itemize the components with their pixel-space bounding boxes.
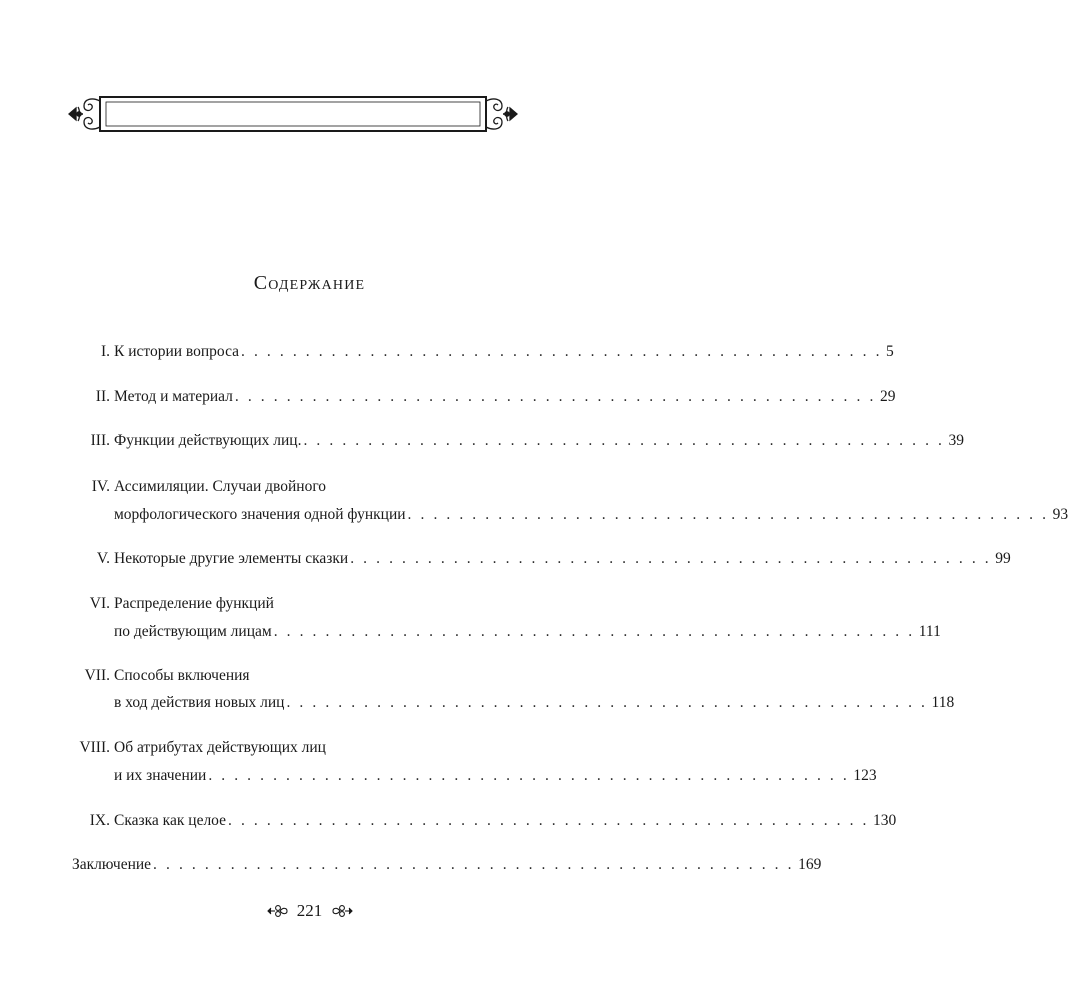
header-banner-ornament [66,93,520,135]
toc-page-number: 93 [1052,506,1068,523]
toc-entry-title: Об атрибутах действующих лиц [114,739,326,756]
dot-leader: . . . . . . . . . . . . . . . . . . . . . . . . . . . . . . . . . . . . . . . . . . . . . . . . . . [208,767,850,784]
page-title: Содержание [253,272,366,294]
toc-entry-title: Сказка как целое [114,812,226,829]
toc-leader-line [114,764,877,788]
toc-page-number: 130 [873,812,897,829]
toc-page-number: 111 [918,623,941,640]
toc-page-number: 123 [853,767,877,784]
toc-entry-title-cont: и их значении [114,767,207,784]
toc-entry-title: Некоторые другие элементы сказки [114,550,349,567]
toc-entry-title: Функции действующих лиц. [114,432,302,449]
toc-leader-line [114,385,896,409]
fleuron-ornament-icon [267,904,289,918]
toc-entry [0,385,896,409]
toc-entry [0,592,619,616]
toc-entry [0,547,1011,571]
toc-page-number: 118 [931,694,955,711]
toc-page-number: 29 [879,388,896,405]
toc-leader-line [114,503,1068,527]
toc-leader-line [114,809,897,833]
toc-leader-line [114,691,955,715]
toc-entry [0,736,619,760]
toc-entry-title: Заключение [72,856,152,873]
toc-entry-title-cont: морфологического значения одной функции [114,506,406,523]
toc-leader-line [114,340,894,364]
dot-leader: . . . . . . . . . . . . . . . . . . . . . . . . . . . . . . . . . . . . . . . . . . . . . . . . . . [153,856,795,873]
dot-leader: . . . . . . . . . . . . . . . . . . . . . . . . . . . . . . . . . . . . . . . . . . . . . . . . . . [407,506,1049,523]
toc-entry-number: II. [95,388,110,405]
toc-entry-number: I. [100,343,110,360]
toc-entry-number: III. [90,432,110,449]
toc-entry-continuation [0,620,941,644]
toc-entry-number: VIII. [79,739,110,756]
toc-leader-line [114,547,1011,571]
fleuron-ornament-icon [331,904,353,918]
dot-leader: . . . . . . . . . . . . . . . . . . . . . . . . . . . . . . . . . . . . . . . . . . . . . . . . . . [350,550,992,567]
toc-entry-title: Распределение функций [114,595,274,612]
toc-page-number: 169 [798,856,822,873]
page-footer [0,898,619,923]
toc-entry-title: К истории вопроса [114,343,240,360]
toc-entry [0,475,619,499]
toc-entry-continuation [0,691,955,715]
dot-leader: . . . . . . . . . . . . . . . . . . . . . . . . . . . . . . . . . . . . . . . . . . . . . . . . . . [234,388,876,405]
toc-entry [0,340,894,364]
dot-leader: . . . . . . . . . . . . . . . . . . . . . . . . . . . . . . . . . . . . . . . . . . . . . . . . . . [303,432,945,449]
toc-leader-line [114,620,941,644]
toc-page-number: 99 [995,550,1011,567]
toc-entry-continuation [0,503,1068,527]
toc-entry [0,429,964,453]
toc-page-number: 5 [886,343,894,360]
toc-entry-title: Метод и материал [114,388,233,405]
toc-entry-title-cont: по действующим лицам [114,623,272,640]
dot-leader: . . . . . . . . . . . . . . . . . . . . . . . . . . . . . . . . . . . . . . . . . . . . . . . . . . [286,694,928,711]
toc-entry-number: IV. [91,478,110,495]
page-number: 221 [296,901,323,921]
toc-entry-continuation [0,764,877,788]
toc-entry-title-cont: в ход действия новых лиц [114,694,285,711]
toc-page-number: 39 [948,432,964,449]
toc-entry [0,809,897,833]
toc-entry-number: VII. [84,667,110,684]
toc-entry [0,664,619,688]
dot-leader: . . . . . . . . . . . . . . . . . . . . . . . . . . . . . . . . . . . . . . . . . . . . . . . . . . [241,343,883,360]
toc-entry-number: V. [96,550,110,567]
toc-entry-title: Ассимиляции. Случаи двойного [114,478,327,495]
toc-entry-title: Способы включения [114,667,250,684]
dot-leader: . . . . . . . . . . . . . . . . . . . . . . . . . . . . . . . . . . . . . . . . . . . . . . . . . . [273,623,915,640]
toc-leader-line [72,853,822,877]
toc-entry-number: IX. [89,812,110,829]
toc-entry [0,853,822,877]
dot-leader: . . . . . . . . . . . . . . . . . . . . . . . . . . . . . . . . . . . . . . . . . . . . . . . . . . [228,812,870,829]
toc-leader-line [114,429,964,453]
toc-entry-number: VI. [89,595,110,612]
